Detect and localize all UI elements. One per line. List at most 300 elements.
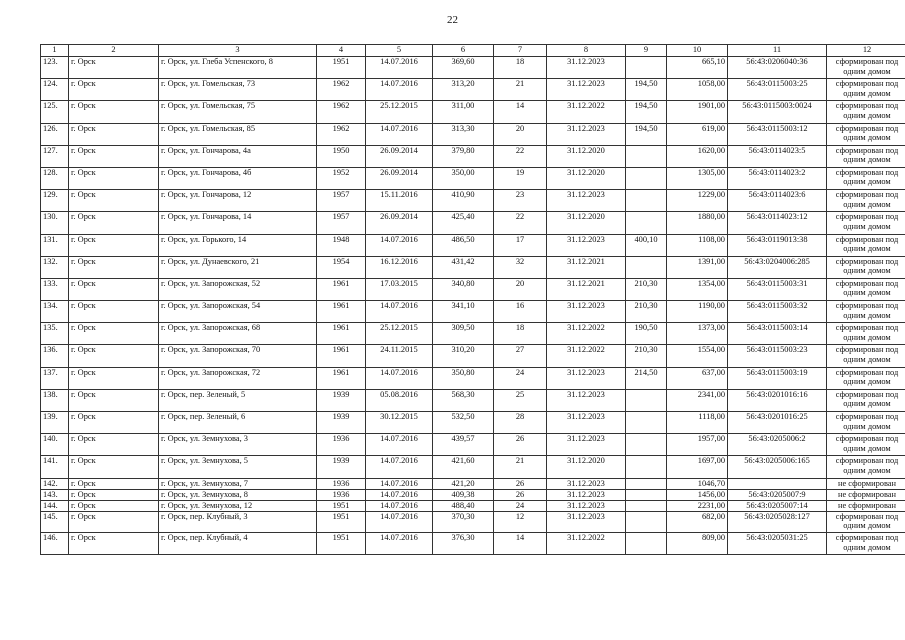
count-cell: 18	[494, 323, 547, 345]
city-cell: г. Орск	[69, 212, 159, 234]
count-cell: 24	[494, 500, 547, 511]
date-cell: 14.07.2016	[366, 434, 433, 456]
count-cell: 22	[494, 212, 547, 234]
area-cell: 425,40	[433, 212, 494, 234]
land-area-cell: 400,10	[626, 234, 667, 256]
housing-register-table	[40, 44, 905, 555]
date-cell: 14.07.2016	[366, 489, 433, 500]
plot-area-cell: 682,00	[667, 511, 728, 533]
table-row	[41, 190, 905, 212]
address-cell: г. Орск, ул. Гончарова, 12	[159, 190, 317, 212]
area-cell: 379,80	[433, 145, 494, 167]
address-cell: г. Орск, ул. Земнухова, 5	[159, 456, 317, 478]
deadline-date-cell: 31.12.2023	[547, 190, 626, 212]
area-cell: 341,10	[433, 301, 494, 323]
land-status-cell: сформирован под одним домом	[827, 301, 905, 323]
city-cell: г. Орск	[69, 412, 159, 434]
land-status-cell: сформирован под одним домом	[827, 256, 905, 278]
header-col-8: 8	[547, 45, 626, 57]
cadastral-number-cell: 56:43:0114023:5	[728, 145, 827, 167]
deadline-date-cell: 31.12.2023	[547, 367, 626, 389]
land-status-cell: сформирован под одним домом	[827, 57, 905, 79]
row-number-cell: 125.	[41, 101, 69, 123]
row-number-cell: 143.	[41, 489, 69, 500]
city-cell: г. Орск	[69, 500, 159, 511]
land-area-cell: 210,30	[626, 278, 667, 300]
count-cell: 22	[494, 145, 547, 167]
cadastral-number-cell: 56:43:0114023:12	[728, 212, 827, 234]
land-area-cell: 190,50	[626, 323, 667, 345]
count-cell: 18	[494, 57, 547, 79]
count-cell: 12	[494, 511, 547, 533]
cadastral-number-cell: 56:43:0205006:165	[728, 456, 827, 478]
deadline-date-cell: 31.12.2023	[547, 489, 626, 500]
row-number-cell: 123.	[41, 57, 69, 79]
row-number-cell: 129.	[41, 190, 69, 212]
count-cell: 23	[494, 190, 547, 212]
area-cell: 350,00	[433, 167, 494, 189]
count-cell: 26	[494, 489, 547, 500]
cadastral-number-cell: 56:43:0201016:16	[728, 389, 827, 411]
land-status-cell: сформирован под одним домом	[827, 278, 905, 300]
date-cell: 14.07.2016	[366, 478, 433, 489]
year-built-cell: 1952	[317, 167, 366, 189]
land-area-cell	[626, 389, 667, 411]
area-cell: 488,40	[433, 500, 494, 511]
header-col-4: 4	[317, 45, 366, 57]
area-cell: 410,90	[433, 190, 494, 212]
land-status-cell: сформирован под одним домом	[827, 511, 905, 533]
deadline-date-cell: 31.12.2022	[547, 345, 626, 367]
land-status-cell: сформирован под одним домом	[827, 412, 905, 434]
land-status-cell: сформирован под одним домом	[827, 167, 905, 189]
plot-area-cell: 1046,70	[667, 478, 728, 489]
land-status-cell: сформирован под одним домом	[827, 323, 905, 345]
area-cell: 431,42	[433, 256, 494, 278]
date-cell: 14.07.2016	[366, 79, 433, 101]
date-cell: 25.12.2015	[366, 101, 433, 123]
address-cell: г. Орск, ул. Гомельская, 73	[159, 79, 317, 101]
land-area-cell	[626, 533, 667, 555]
row-number-cell: 135.	[41, 323, 69, 345]
row-number-cell: 146.	[41, 533, 69, 555]
cadastral-number-cell: 56:43:0114023:2	[728, 167, 827, 189]
table-row	[41, 123, 905, 145]
address-cell: г. Орск, ул. Гомельская, 75	[159, 101, 317, 123]
address-cell: г. Орск, ул. Гончарова, 4а	[159, 145, 317, 167]
plot-area-cell: 1456,00	[667, 489, 728, 500]
year-built-cell: 1962	[317, 79, 366, 101]
year-built-cell: 1939	[317, 389, 366, 411]
table-row	[41, 478, 905, 489]
header-col-10: 10	[667, 45, 728, 57]
deadline-date-cell: 31.12.2022	[547, 533, 626, 555]
year-built-cell: 1961	[317, 323, 366, 345]
address-cell: г. Орск, ул. Горького, 14	[159, 234, 317, 256]
deadline-date-cell: 31.12.2023	[547, 234, 626, 256]
area-cell: 370,30	[433, 511, 494, 533]
land-area-cell	[626, 167, 667, 189]
deadline-date-cell: 31.12.2023	[547, 301, 626, 323]
table-row	[41, 278, 905, 300]
land-area-cell: 194,50	[626, 123, 667, 145]
count-cell: 14	[494, 101, 547, 123]
table-body	[41, 57, 905, 555]
land-area-cell	[626, 511, 667, 533]
area-cell: 350,80	[433, 367, 494, 389]
deadline-date-cell: 31.12.2023	[547, 500, 626, 511]
year-built-cell: 1951	[317, 533, 366, 555]
plot-area-cell: 1697,00	[667, 456, 728, 478]
address-cell: г. Орск, ул. Гончарова, 4б	[159, 167, 317, 189]
deadline-date-cell: 31.12.2023	[547, 478, 626, 489]
year-built-cell: 1950	[317, 145, 366, 167]
address-cell: г. Орск, пер. Клубный, 4	[159, 533, 317, 555]
address-cell: г. Орск, ул. Земнухова, 7	[159, 478, 317, 489]
year-built-cell: 1936	[317, 489, 366, 500]
row-number-cell: 134.	[41, 301, 69, 323]
row-number-cell: 130.	[41, 212, 69, 234]
land-area-cell	[626, 489, 667, 500]
city-cell: г. Орск	[69, 190, 159, 212]
table-row	[41, 434, 905, 456]
count-cell: 25	[494, 389, 547, 411]
plot-area-cell: 1391,00	[667, 256, 728, 278]
table-row	[41, 500, 905, 511]
date-cell: 14.07.2016	[366, 456, 433, 478]
header-col-5: 5	[366, 45, 433, 57]
date-cell: 14.07.2016	[366, 367, 433, 389]
year-built-cell: 1936	[317, 434, 366, 456]
date-cell: 30.12.2015	[366, 412, 433, 434]
count-cell: 26	[494, 434, 547, 456]
city-cell: г. Орск	[69, 145, 159, 167]
plot-area-cell: 1880,00	[667, 212, 728, 234]
date-cell: 14.07.2016	[366, 500, 433, 511]
cadastral-number-cell: 56:43:0114023:6	[728, 190, 827, 212]
count-cell: 32	[494, 256, 547, 278]
deadline-date-cell: 31.12.2023	[547, 123, 626, 145]
land-status-cell: сформирован под одним домом	[827, 190, 905, 212]
area-cell: 409,38	[433, 489, 494, 500]
city-cell: г. Орск	[69, 323, 159, 345]
deadline-date-cell: 31.12.2020	[547, 456, 626, 478]
table-row	[41, 367, 905, 389]
city-cell: г. Орск	[69, 434, 159, 456]
date-cell: 14.07.2016	[366, 57, 433, 79]
area-cell: 313,20	[433, 79, 494, 101]
land-area-cell	[626, 412, 667, 434]
land-status-cell: сформирован под одним домом	[827, 434, 905, 456]
area-cell: 568,30	[433, 389, 494, 411]
count-cell: 20	[494, 123, 547, 145]
cadastral-number-cell: 56:43:0115003:31	[728, 278, 827, 300]
table-row	[41, 489, 905, 500]
area-cell: 439,57	[433, 434, 494, 456]
area-cell: 310,20	[433, 345, 494, 367]
cadastral-number-cell	[728, 478, 827, 489]
header-col-2: 2	[69, 45, 159, 57]
header-col-12: 12	[827, 45, 905, 57]
row-number-cell: 144.	[41, 500, 69, 511]
land-status-cell: сформирован под одним домом	[827, 123, 905, 145]
address-cell: г. Орск, ул. Глеба Успенского, 8	[159, 57, 317, 79]
address-cell: г. Орск, ул. Запорожская, 72	[159, 367, 317, 389]
date-cell: 26.09.2014	[366, 167, 433, 189]
cadastral-number-cell: 56:43:0204006:285	[728, 256, 827, 278]
land-area-cell	[626, 434, 667, 456]
land-area-cell: 194,50	[626, 79, 667, 101]
land-status-cell: сформирован под одним домом	[827, 79, 905, 101]
plot-area-cell: 1957,00	[667, 434, 728, 456]
row-number-cell: 128.	[41, 167, 69, 189]
header-col-11: 11	[728, 45, 827, 57]
year-built-cell: 1951	[317, 57, 366, 79]
address-cell: г. Орск, ул. Земнухова, 12	[159, 500, 317, 511]
table-row	[41, 456, 905, 478]
header-col-6: 6	[433, 45, 494, 57]
deadline-date-cell: 31.12.2022	[547, 101, 626, 123]
land-status-cell: сформирован под одним домом	[827, 234, 905, 256]
year-built-cell: 1962	[317, 123, 366, 145]
plot-area-cell: 1108,00	[667, 234, 728, 256]
plot-area-cell: 1901,00	[667, 101, 728, 123]
land-status-cell: сформирован под одним домом	[827, 367, 905, 389]
city-cell: г. Орск	[69, 278, 159, 300]
area-cell: 309,50	[433, 323, 494, 345]
date-cell: 14.07.2016	[366, 511, 433, 533]
table-row	[41, 167, 905, 189]
cadastral-number-cell: 56:43:0119013:38	[728, 234, 827, 256]
date-cell: 15.11.2016	[366, 190, 433, 212]
table-row	[41, 345, 905, 367]
header-col-1: 1	[41, 45, 69, 57]
land-area-cell	[626, 57, 667, 79]
city-cell: г. Орск	[69, 389, 159, 411]
year-built-cell: 1962	[317, 101, 366, 123]
deadline-date-cell: 31.12.2020	[547, 145, 626, 167]
date-cell: 05.08.2016	[366, 389, 433, 411]
count-cell: 16	[494, 301, 547, 323]
cadastral-number-cell: 56:43:0205007:14	[728, 500, 827, 511]
deadline-date-cell: 31.12.2020	[547, 167, 626, 189]
area-cell: 311,00	[433, 101, 494, 123]
row-number-cell: 137.	[41, 367, 69, 389]
table-row	[41, 389, 905, 411]
header-col-3: 3	[159, 45, 317, 57]
address-cell: г. Орск, ул. Земнухова, 8	[159, 489, 317, 500]
deadline-date-cell: 31.12.2021	[547, 278, 626, 300]
header-col-9: 9	[626, 45, 667, 57]
plot-area-cell: 1373,00	[667, 323, 728, 345]
table-row	[41, 57, 905, 79]
address-cell: г. Орск, ул. Запорожская, 54	[159, 301, 317, 323]
city-cell: г. Орск	[69, 533, 159, 555]
year-built-cell: 1948	[317, 234, 366, 256]
land-area-cell	[626, 145, 667, 167]
address-cell: г. Орск, ул. Гончарова, 14	[159, 212, 317, 234]
area-cell: 376,30	[433, 533, 494, 555]
cadastral-number-cell: 56:43:0115003:23	[728, 345, 827, 367]
cadastral-number-cell: 56:43:0115003:12	[728, 123, 827, 145]
land-status-cell: сформирован под одним домом	[827, 145, 905, 167]
plot-area-cell: 1229,00	[667, 190, 728, 212]
count-cell: 14	[494, 533, 547, 555]
count-cell: 17	[494, 234, 547, 256]
area-cell: 532,50	[433, 412, 494, 434]
count-cell: 21	[494, 79, 547, 101]
land-status-cell: сформирован под одним домом	[827, 456, 905, 478]
land-status-cell: не сформирован	[827, 478, 905, 489]
table-row	[41, 212, 905, 234]
plot-area-cell: 1620,00	[667, 145, 728, 167]
row-number-cell: 142.	[41, 478, 69, 489]
address-cell: г. Орск, ул. Запорожская, 68	[159, 323, 317, 345]
cadastral-number-cell: 56:43:0115003:0024	[728, 101, 827, 123]
city-cell: г. Орск	[69, 256, 159, 278]
cadastral-number-cell: 56:43:0115003:32	[728, 301, 827, 323]
plot-area-cell: 1190,00	[667, 301, 728, 323]
plot-area-cell: 1554,00	[667, 345, 728, 367]
deadline-date-cell: 31.12.2020	[547, 212, 626, 234]
date-cell: 26.09.2014	[366, 212, 433, 234]
city-cell: г. Орск	[69, 79, 159, 101]
year-built-cell: 1939	[317, 412, 366, 434]
year-built-cell: 1939	[317, 456, 366, 478]
land-status-cell: не сформирован	[827, 489, 905, 500]
land-status-cell: не сформирован	[827, 500, 905, 511]
table-row	[41, 256, 905, 278]
land-area-cell	[626, 478, 667, 489]
land-area-cell	[626, 456, 667, 478]
date-cell: 24.11.2015	[366, 345, 433, 367]
date-cell: 14.07.2016	[366, 234, 433, 256]
plot-area-cell: 1058,00	[667, 79, 728, 101]
cadastral-number-cell: 56:43:0115003:14	[728, 323, 827, 345]
year-built-cell: 1961	[317, 278, 366, 300]
year-built-cell: 1957	[317, 190, 366, 212]
city-cell: г. Орск	[69, 301, 159, 323]
plot-area-cell: 665,10	[667, 57, 728, 79]
address-cell: г. Орск, пер. Зеленый, 6	[159, 412, 317, 434]
city-cell: г. Орск	[69, 367, 159, 389]
deadline-date-cell: 31.12.2023	[547, 389, 626, 411]
city-cell: г. Орск	[69, 234, 159, 256]
row-number-cell: 126.	[41, 123, 69, 145]
land-area-cell: 214,50	[626, 367, 667, 389]
area-cell: 486,50	[433, 234, 494, 256]
land-area-cell: 210,30	[626, 345, 667, 367]
date-cell: 14.07.2016	[366, 533, 433, 555]
cadastral-number-cell: 56:43:0201016:25	[728, 412, 827, 434]
year-built-cell: 1957	[317, 212, 366, 234]
year-built-cell: 1961	[317, 367, 366, 389]
header-col-7: 7	[494, 45, 547, 57]
header-row	[41, 45, 905, 57]
date-cell: 17.03.2015	[366, 278, 433, 300]
deadline-date-cell: 31.12.2023	[547, 412, 626, 434]
count-cell: 24	[494, 367, 547, 389]
table-row	[41, 412, 905, 434]
table-row	[41, 234, 905, 256]
count-cell: 21	[494, 456, 547, 478]
land-status-cell: сформирован под одним домом	[827, 212, 905, 234]
date-cell: 14.07.2016	[366, 301, 433, 323]
year-built-cell: 1961	[317, 301, 366, 323]
year-built-cell: 1954	[317, 256, 366, 278]
city-cell: г. Орск	[69, 167, 159, 189]
city-cell: г. Орск	[69, 101, 159, 123]
city-cell: г. Орск	[69, 57, 159, 79]
table-row	[41, 323, 905, 345]
city-cell: г. Орск	[69, 345, 159, 367]
count-cell: 26	[494, 478, 547, 489]
row-number-cell: 133.	[41, 278, 69, 300]
land-status-cell: сформирован под одним домом	[827, 389, 905, 411]
year-built-cell: 1961	[317, 345, 366, 367]
row-number-cell: 140.	[41, 434, 69, 456]
plot-area-cell: 2341,00	[667, 389, 728, 411]
land-area-cell: 194,50	[626, 101, 667, 123]
deadline-date-cell: 31.12.2022	[547, 323, 626, 345]
land-area-cell: 210,30	[626, 301, 667, 323]
address-cell: г. Орск, пер. Зеленый, 5	[159, 389, 317, 411]
row-number-cell: 124.	[41, 79, 69, 101]
cadastral-number-cell: 56:43:0205007:9	[728, 489, 827, 500]
land-area-cell	[626, 212, 667, 234]
city-cell: г. Орск	[69, 489, 159, 500]
city-cell: г. Орск	[69, 456, 159, 478]
area-cell: 313,30	[433, 123, 494, 145]
address-cell: г. Орск, ул. Гомельская, 85	[159, 123, 317, 145]
cadastral-number-cell: 56:43:0205031:25	[728, 533, 827, 555]
cadastral-number-cell: 56:43:0205028:127	[728, 511, 827, 533]
land-area-cell	[626, 500, 667, 511]
cadastral-number-cell: 56:43:0206040:36	[728, 57, 827, 79]
table-row	[41, 79, 905, 101]
land-area-cell	[626, 256, 667, 278]
cadastral-number-cell: 56:43:0115003:25	[728, 79, 827, 101]
page-number: 22	[447, 14, 458, 26]
area-cell: 340,80	[433, 278, 494, 300]
cadastral-number-cell: 56:43:0205006:2	[728, 434, 827, 456]
address-cell: г. Орск, ул. Земнухова, 3	[159, 434, 317, 456]
date-cell: 14.07.2016	[366, 123, 433, 145]
row-number-cell: 132.	[41, 256, 69, 278]
land-status-cell: сформирован под одним домом	[827, 345, 905, 367]
deadline-date-cell: 31.12.2023	[547, 79, 626, 101]
year-built-cell: 1936	[317, 478, 366, 489]
city-cell: г. Орск	[69, 478, 159, 489]
deadline-date-cell: 31.12.2023	[547, 434, 626, 456]
deadline-date-cell: 31.12.2023	[547, 57, 626, 79]
row-number-cell: 131.	[41, 234, 69, 256]
plot-area-cell: 619,00	[667, 123, 728, 145]
row-number-cell: 145.	[41, 511, 69, 533]
address-cell: г. Орск, ул. Запорожская, 70	[159, 345, 317, 367]
plot-area-cell: 1118,00	[667, 412, 728, 434]
area-cell: 421,20	[433, 478, 494, 489]
table-row	[41, 511, 905, 533]
table-row	[41, 301, 905, 323]
area-cell: 421,60	[433, 456, 494, 478]
date-cell: 26.09.2014	[366, 145, 433, 167]
year-built-cell: 1951	[317, 511, 366, 533]
cadastral-number-cell: 56:43:0115003:19	[728, 367, 827, 389]
table-row	[41, 145, 905, 167]
table-row	[41, 101, 905, 123]
land-status-cell: сформирован под одним домом	[827, 533, 905, 555]
